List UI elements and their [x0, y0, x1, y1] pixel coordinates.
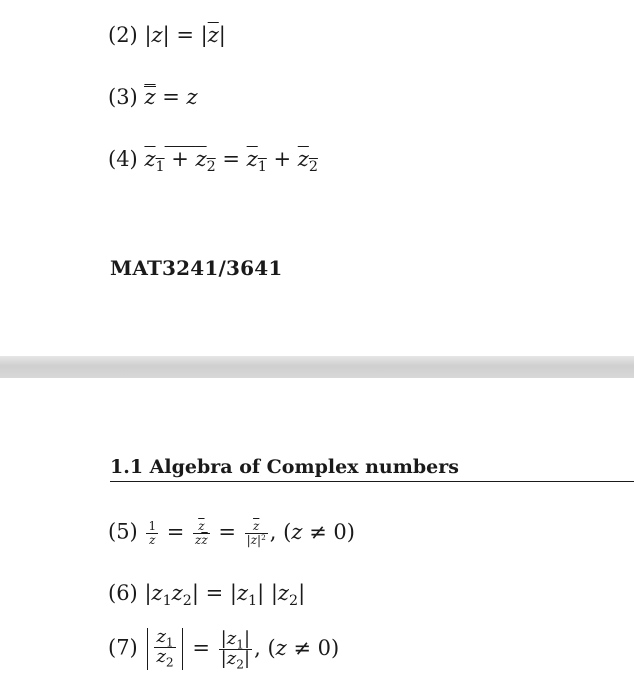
formula-content: $|z_1z_2| = |z_1|$ $|z_2|$ — [144, 581, 306, 609]
section-heading: 1.1 Algebra of Complex numbers — [110, 456, 459, 478]
item-number: (2) — [108, 23, 138, 47]
course-code: MAT3241/3641 — [110, 256, 283, 280]
formula-item-2 — [108, 25, 226, 46]
item-number: (4) — [108, 147, 138, 171]
formula-item-3 — [108, 87, 198, 108]
item-number: (5) — [108, 519, 138, 544]
item-number: (6) — [108, 581, 138, 605]
formula-content: $z_1 + z_2 = z_1 + z_2$ — [144, 147, 318, 175]
formula-content: $\frac{z_1}{z_2}$ = $\frac{|z_1|}{|z_2|}$ , (z ≠ 0) — [144, 636, 339, 660]
formula-item-5 — [108, 520, 355, 546]
document-page-2 — [0, 378, 634, 700]
formula-item-4 — [108, 147, 318, 175]
item-number: (3) — [108, 85, 138, 109]
item-number: (7) — [108, 635, 138, 660]
formula-content: $\overline{z}$ = z — [144, 85, 198, 109]
formula-content: $|z| = |\overline{z}|$ — [144, 23, 226, 47]
formula-item-7 — [108, 628, 339, 670]
page-separator — [0, 356, 634, 378]
heading-underline — [110, 481, 634, 482]
formula-content: $\frac{1}{z}$ = $\frac{\overline{z}}{z\overline{z}}$ = $\frac{\overline{z}}{|z|^2}$ , (z ≠ 0) — [148, 519, 355, 547]
formula-item-6 — [108, 581, 306, 609]
